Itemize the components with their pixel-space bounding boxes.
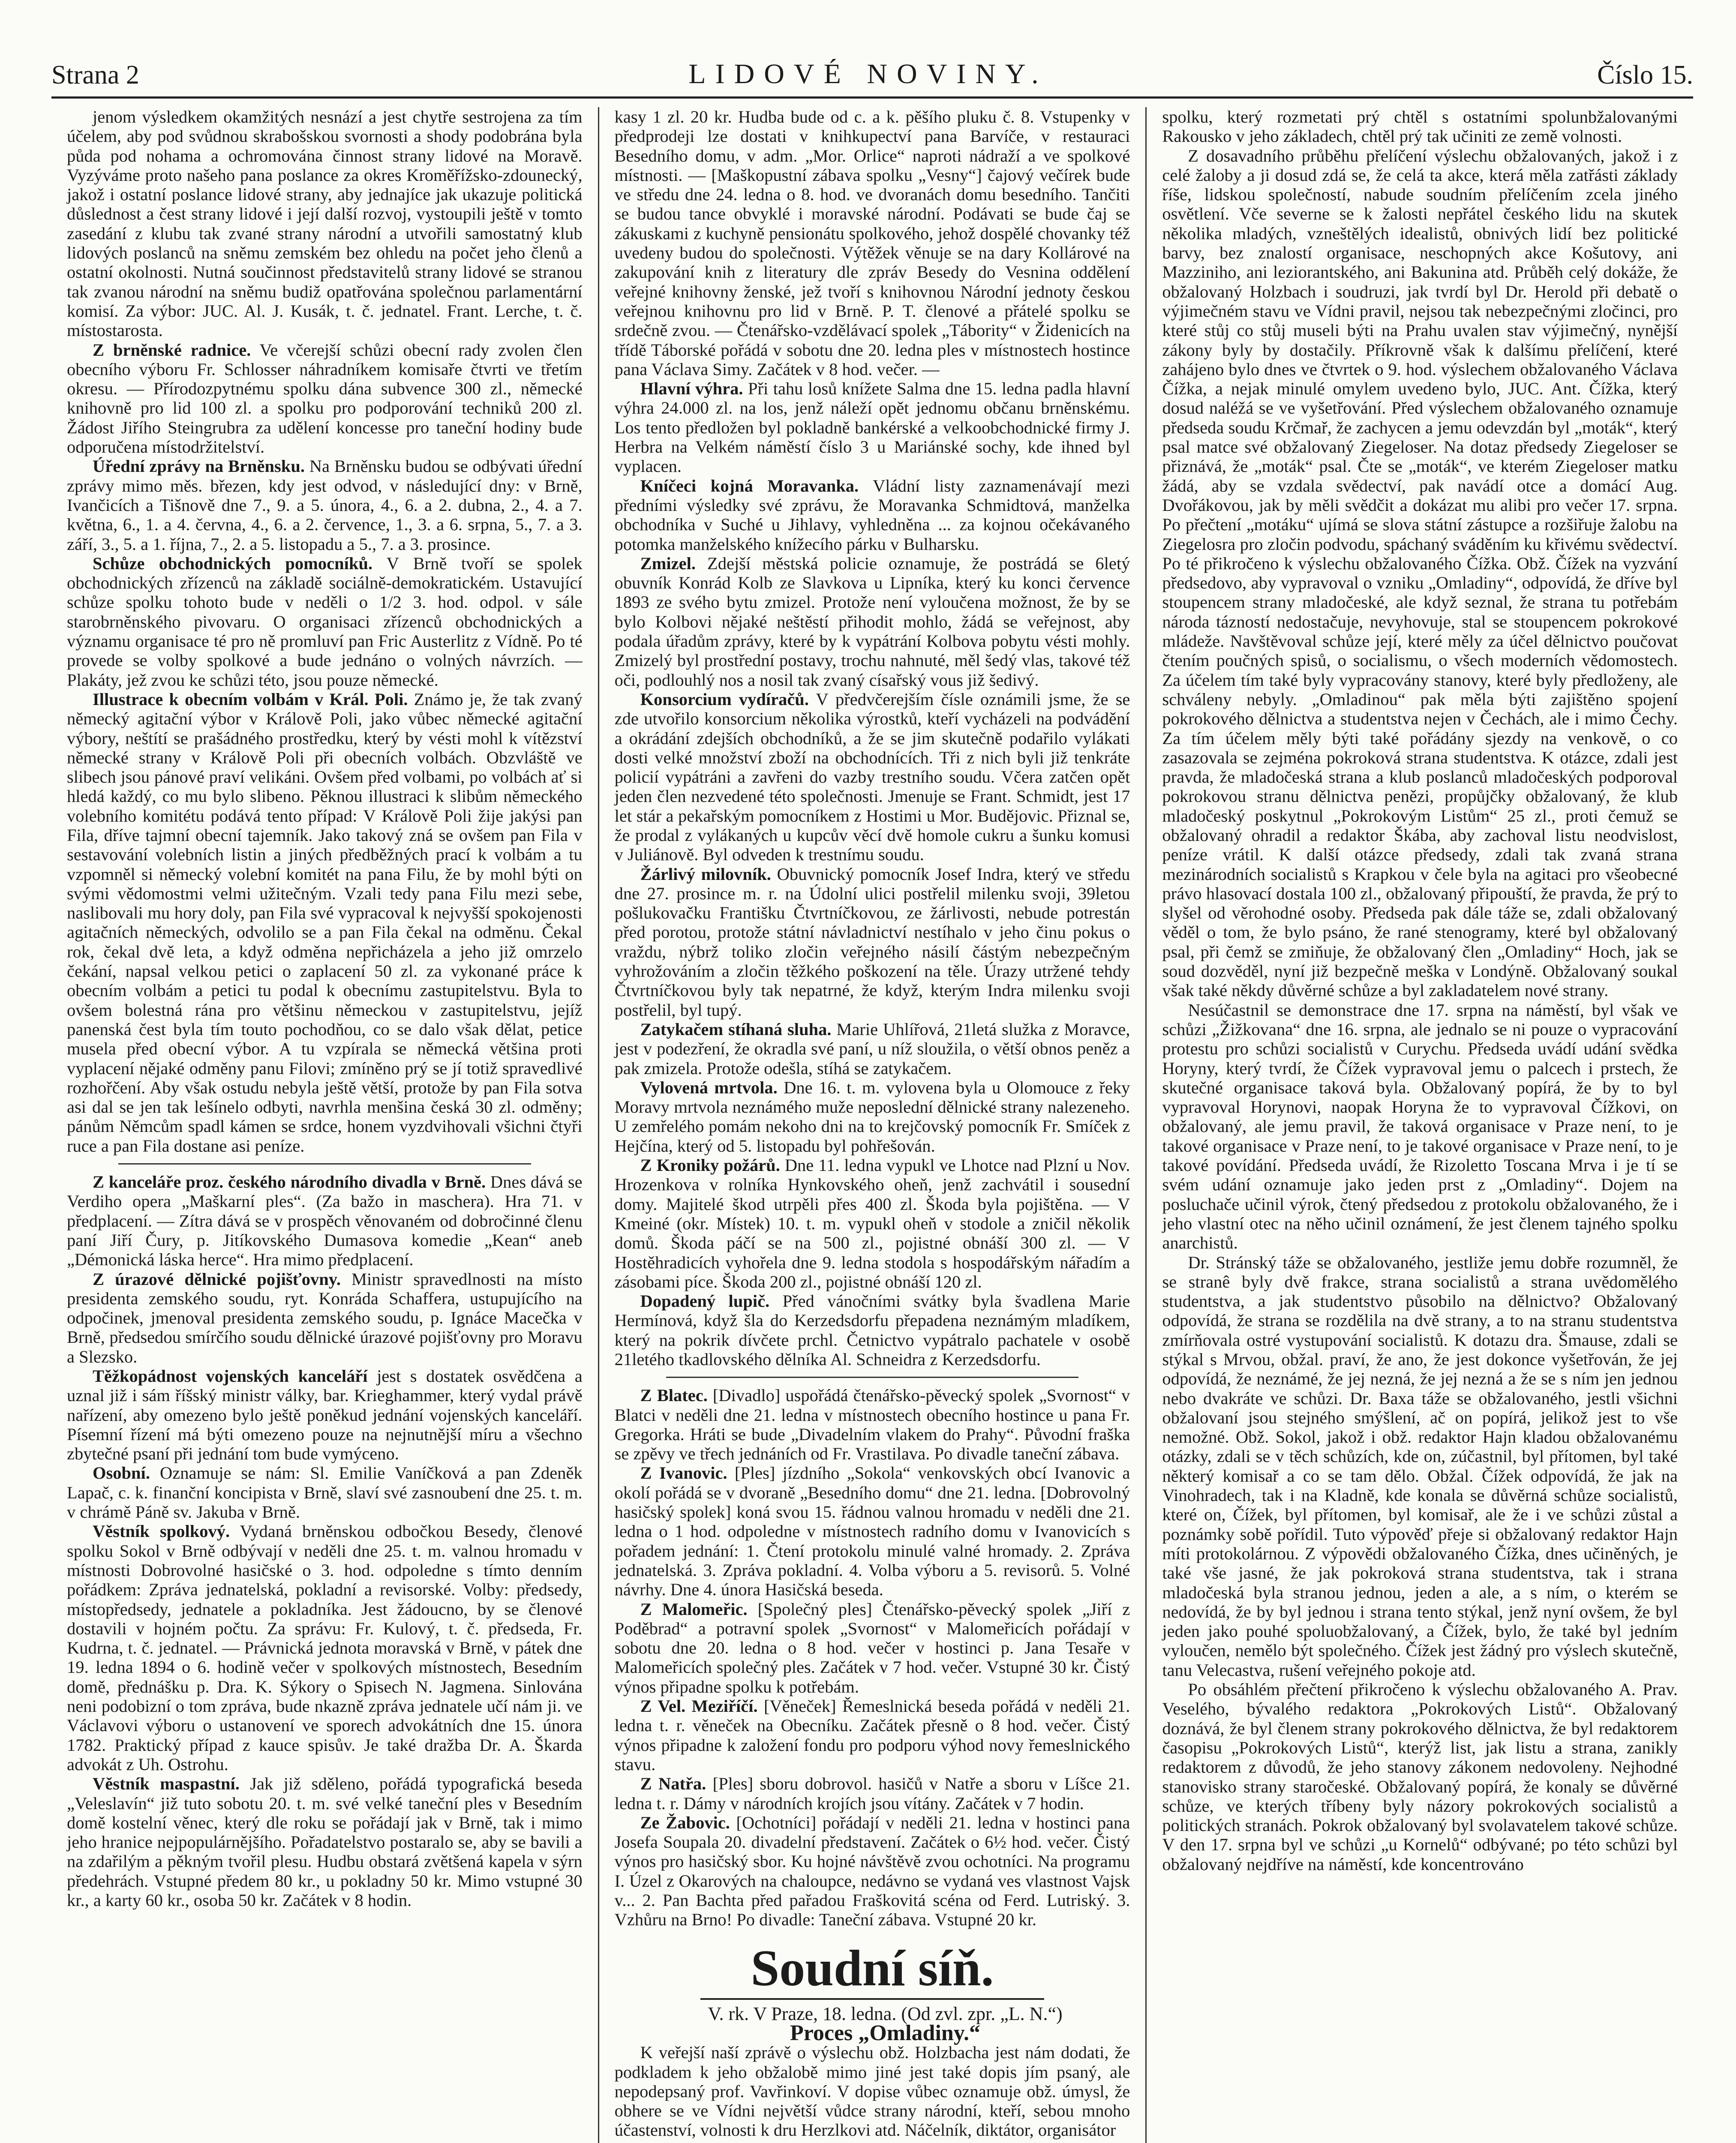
article-text: Na Brněnsku budou se odbývati úřední zprávy mimo měs. březen, kdy jest odvod, v následující dny: v Brně, Ivančicích a Tišnově dne 7., 9. a 5. února, 4., 6. a 2. dubna, 2., 4. a 7. května, 6., 1. a 4. června, 4., 6. a 2. července, 1., 3. a 6. srpna, 5., 7. a 3. září, 3., 5. a 1. října, 7., 2. a 5. listopadu a 5., 7. a 3. prosince. [67, 456, 583, 554]
article-paragraph [67, 1366, 583, 1463]
article-paragraph [67, 1172, 583, 1269]
article-headline: Hlavní výhra. [640, 379, 743, 399]
column-left [51, 107, 598, 2143]
article-text: Vládní listy zaznamenávají mezi předními výsledky své zprávu, že Moravanka Schmidtová, manželka obchodníka v Suché u Jihlavy, vyhledněna ... za kojnou očekávaného potomka manželského knížecího párku v Bulharsku. [614, 476, 1130, 554]
text-columns [51, 107, 1693, 2143]
article-headline: Věstník spolkový. [93, 1522, 230, 1541]
article-headline: Z Ivanovic. [640, 1463, 727, 1483]
column-middle [598, 107, 1146, 2143]
article-headline: Z brněnské radnice. [93, 340, 251, 360]
article-text: spolku, který rozmetati prý chtěl s ostatními spolunbžalovanými Rakousko v jeho základech, chtěl prý tak učiniti ze země volnosti. [1162, 107, 1678, 146]
newspaper-title: LIDOVÉ NOVINY. [688, 58, 1048, 90]
article-text: Z dosavadního průběhu přelíčení výslechu obžalovaných, jakož i z celé žaloby a ji dosud zdá se, že celá ta akce, která měla zatřásti základy říše, lidskou společností, nabude soudním přelíčením zcela jiného osvětlení. Vče severne se k žalosti nepřátel českého lidu na skutek několika mladých, vzneštělých idealistů, obnivých lidí bez politické barvy, bez znalostí organisace, neschopných akce Košutovy, ani Mazziniho, ani leziorantského, ani Bakunina atd. Průběh celý dokáže, že obžalovaný Holzbach i soudruzi, jak tvrdí byl Dr. Herold při debatě o výjimečném stavu ve Vídni pravil, nejsou tak nebezpečnými zločinci, pro které stůj co stůj museli býti na Prahu uvalen stav výjimečný, nynější zákony byly by dostačily. Příkrovně však k dalšímu přelíčení, které zahájeno bylo dnes ve čtvrtek o 9. hod. výslechem obžalovaného Václava Čížka, a nejak minulé omylem uvedeno bylo, JUC. Ant. Čížka, který dosud naléžá se ve vyšetřování. Před výslechem obžalovaného oznamuje předseda soudu Krčmař, že zachycen a jemu odevzdán byl „moták“, který psal matce své obžalovaný Ziegeloser. Na dotaz předsedy Ziegeloser se přiznává, že „moták“ psal. Čte se „moták“, ve kterém Ziegeloser matku žádá, aby se vzdala svědectví, pak navádí otce a domácí Aug. Dvořákovou, jak by měli svědčit a dokázat mu alibi pro večer 17. srpna. Po přečtení „motáku“ ujímá se slova státní zástupce a rozšiřuje žalobu na Ziegelosra pro zločin podvodu, spáchaný sváděním ku křivému svědectví. Po té přikročeno k výslechu obžalovaného Čížka. Obž. Čížek na vyzvání předsedovo, aby vypravoval o vzniku „Omladiny“, odpovídá, že dříve byl stoupencem strany mladočeské, ale když seznal, že strana tu potřebám národa tázností nedostačuje, nevyhovuje, stal se stoupencem pokrokové mládeže. Navštěvoval schůze její, které měly za účel dělnictvo poučovat čtením poučných spisů, o socialismu, o všech moderních vědomostech. Za účelem tím také byly vypracovány stanovy, které byly předloženy, ale schváleny nebyly. „Omladinou“ pak měla býti zajištěno spojení pokrokového dělnictva a studentstva nejen v Čechách, ale i mimo Čechy. Za tím účelem měly býti také pořádány sjezdy na venkově, o co zasazovala se zejména pokroková strana studentstva. K otázce, zdali jest pravda, že mladočeská strana a klub poslanců mladočeských podporoval pokrokovou stranu dělnictva penězi, propůjčky obžalovaný, že klub mladočeský poskytnul „Pokrokovým Listům“ 25 zl., proti čemuž se obžalovaný ohradil a redaktor Škába, aby zachoval listu neodvislost, peníze vrátil. K další otázce předsedy, zdali tak zvaná strana mezinárodních socialistů s Krapkou v čele byla na agitaci pro všeobecné právo hlasovací dostala 100 zl., obžalovaný připouští, že pravda, že prý to slyšel od věrohodné osoby. Předseda pak dále táže se, zdali obžalovaný věděl o tom, že bylo psáno, že rané stenogramy, které byl obžalovaný psal, při čemž se zmiňuje, že obžalovaný člen „Omladiny“ Hoch, jak se soud dozvěděl, nyní již bezpečně meška v Londýně. Obžalovaný soukal však také někdy důvěrné schůze a byl zakladatelem nové strany. [1162, 146, 1678, 1000]
issue-number-label: Číslo 15. [1597, 60, 1693, 90]
article-text: Ve včerejší schůzi obecní rady zvolen člen obecního výboru Fr. Schlosser náhradníkem komisaře čtvrti ve třetím okresu. — Přírodozpytnému spolku dána subvence 300 zl., německé knihovně pro lid 100 zl. a spolku pro podporování techniků 200 zl. Žádost Jiřího Steingrubra za udělení koncesse pro taneční hodiny bude odporučena místodržitelství. [67, 340, 583, 457]
article-headline: Kníčeci kojná Moravanka. [640, 476, 859, 495]
article-headline: Ze Žabovic. [640, 1813, 730, 1832]
article-headline: Z Vel. Meziříčí. [640, 1696, 758, 1716]
article-headline: Těžkopádnost vojenských kanceláří [93, 1366, 368, 1386]
article-divider [666, 1377, 1079, 1378]
article-paragraph [67, 1774, 583, 1910]
article-text: Oznamuje se nám: Sl. Emilie Vaníčková a pan Zdeněk Lapač, c. k. finanční koncipista v Brně, slaví své zasnoubení dne 25. t. m. v chrámě Páně sv. Jakuba v Brně. [67, 1463, 583, 1522]
article-headline: Z kanceláře proz. českého národního divadla v Brně. [93, 1172, 486, 1192]
article-text: Známo je, že tak zvaný německý agitační výbor v Králově Poli, jako vůbec německé agitační výbory, neštítí se prašádného prostředku, který by vésti mohl k vítězství německé strany v Králově Poli při obecních volbách. Obzvláště ve slibech jsou pánové praví velikáni. Ovšem před volbami, po volbách ať si hledá každý, co mu bylo slibeno. Pěknou illustraci k slibům německého volebního komitétu podává tento případ: V Králově Poli žije jakýsi pan Fila, dříve tajmní obecní tajemník. Jako takový zná se ovšem pan Fila v sestavování volebních listin a jiných předběžných prací k volbám a tu vzpomněl si německý volební komitét na pana Filu, že by mohl býti on svými vědomostmi velmi užitečným. Vzali tedy pana Filu mezi sebe, naslibovali mu hory doly, pan Fila své vypracoval k nejvyšší spokojenosti agitačních německých, odvolilo se a pan Fila čekal na odměnu. Čekal rok, čekal dvě leta, a když odměna nepřicházela a jeho již omrzelo čekání, napsal velkou petici o zaplacení 50 zl. za vykonané práce k obecním volbám a petici tu podal k obecnímu zastupitelstvu. Byla to ovšem bolestná rána pro většinu německou v zastupitelstvu, jejíž panenská čest byla tím touto pochodňou, co se dalo však dělat, petice musela před obecní výbor. A tu vzpírala se německá většina proti vyplacení nějaké odměny panu Filovi; zmíněno prý se jí totiž spravedlivé rozhořčení. Aby však ostudu nebyla ještě větší, protože by pan Fila sotva asi dal se jen tak lešínelo odbyti, navrhla menšina česká 30 zl. odměny; pánům Němcům spadl kámen se srdce, honem vyzdvihovali všichni čtyři ruce a pan Fila dostane asi peníze. [67, 689, 583, 1156]
article-paragraph [615, 1696, 1130, 1774]
article-text: [Ples] sboru dobrovol. hasičů v Natře a sboru v Líšce 21. ledna t. r. Dámy v národních krojích jsou vítány. Začátek v 7 hodin. [614, 1774, 1130, 1813]
article-paragraph [1162, 1680, 1678, 1874]
article-paragraph [615, 1386, 1130, 1463]
article-paragraph [615, 1463, 1130, 1599]
article-headline: Z Blatec. [640, 1386, 708, 1405]
article-paragraph [1162, 146, 1678, 1000]
article-paragraph [67, 340, 583, 457]
article-paragraph [615, 379, 1130, 476]
article-paragraph [615, 1600, 1130, 1696]
article-paragraph [67, 690, 583, 1156]
article-paragraph [615, 1020, 1130, 1078]
article-text: Zdejší městská policie oznamuje, že postrádá se 6letý obuvník Konrád Kolb ze Slavkova u Lipníka, který ku konci července 1893 ze svého bytu zmizel. Protože není vyloučena možnost, že by se bylo Kolbovi nějaké neštěstí přihodit mohlo, žádá se veřejnost, aby podala úřadům zprávy, které by k vypátrání Kolbova pobytu vésti mohly. Zmizelý byl prostřední postavy, trochu nahnuté, měl šedý vlas, takové též oči, podlouhlý nos a nosil tak zvaný císařský vous již šedivý. [614, 553, 1130, 690]
article-text: Nesúčastnil se demonstrace dne 17. srpna na náměstí, byl však ve schůzi „Žižkovana“ dne 16. srpna, ale jednalo se ni pouze o vypracování protestu pro schůzi socialistů v Curychu. Předseda uvádí udání svědka Horyny, který tvrdí, že Čížek vypravoval jemu o palcech i prstech, že skutečné organisace taková byla. Obžalovaný popírá, že by to byl vypravoval Horynovi, naopak Horyna že to vypravoval Čížkovi, on obžalovaný, ale jemu pravil, že taková organisace v Praze není, to je takové organisace v Praze není, to je takové organisace v Praze není, to je takové povídání. Předseda uvádí, že Rizoletto Toscana Mrva i je tí se svém udání oznamuje jako jeden prst z „Omladiny“. Dojem na posluchače učinil výrok, čtený předsedou z protokolu obžalovaného, že i jeho vlastní otec na něho učinil oznámení, že jest členem tajného spolku anarchistů. [1162, 1000, 1678, 1253]
article-text: [Divadlo] uspořádá čtenářsko-pěvecký spolek „Svornost“ v Blatci v neděli dne 21. ledna v místnostech obecního hostince u pana Fr. Gregorka. Hráti se bude „Divadelním vlakem do Prahy“. Původní fraška se zpěvy ve třech jednáních od Fr. Vrastilava. Po divadle taneční zábava. [614, 1386, 1130, 1464]
article-paragraph [615, 1774, 1130, 1813]
article-text: Jak již sděleno, pořádá typografická beseda „Veleslavín“ již tuto sobotu 20. t. m. své velké taneční ples v Besedním domě kostelní věnec, který dle roku se pořádají jak v Brně, tak i mimo jeho hranice nejpopulárnějšího. Pořadatelstvo postaralo se, aby se bavili a na zdařilým a pěkným tvořil plesu. Hudbu obstará zvětšená kapela v sýrn předehrách. Vstupné předem 80 kr., u pokladny 50 kr. Mimo vstupné 30 kr., a karty 60 kr., osoba 50 kr. Začátek v 8 hodin. [67, 1774, 583, 1910]
article-text: [Společný ples] Čtenářsko-pěvecký spolek „Jiří z Poděbrad“ a potravní spolek „Svornost“ v Malomeřicích pořádají v sobotu dne 20. ledna o 8 hod. večer v hostinci p. Jana Tesaře v Malomeřicích společný ples. Začátek v 7 hod. večer. Vstupné 30 kr. Čistý výnos připadne spolku k potřebám. [614, 1599, 1130, 1696]
article-paragraph [67, 1522, 583, 1774]
article-text: Dnes dává se Verdiho opera „Maškarní ples“. (Za bažo in maschera). Hra 71. v předplacení. — Zítra dává se v prospěch věnovaném od dobročinné členu paní Jiří Čury, p. Jitíkovského Dumasova komedie „Kean“ aneb „Démonická láska herce“. Hra mimo předplacení. [67, 1172, 583, 1270]
article-divider [118, 1163, 531, 1165]
article-paragraph [615, 2043, 1130, 2140]
article-headline: Zatykačem stíhaná sluha. [640, 1019, 832, 1039]
article-headline: Úřední zprávy na Brněnsku. [93, 456, 305, 476]
article-paragraph [615, 1078, 1130, 1156]
article-headline: Illustrace k obecním volbám v Král. Poli. [93, 689, 408, 709]
column-right [1145, 107, 1693, 2143]
article-text: Marie Uhlířová, 21letá služka z Moravce, jest v podezření, že okradla své paní, u níž sloužila, o větší obnos peněz a pak zmizela. Protože odešla, stíhá se zatykačem. [614, 1019, 1130, 1078]
article-headline: Osobní. [93, 1463, 150, 1483]
article-headline: Věstník maspastní. [93, 1774, 240, 1794]
article-paragraph [67, 456, 583, 553]
article-text: K veřejší naší zprávě o výslechu obž. Holzbacha jest nám dodati, že podkladem k jeho obžalobě mimo jiné jest také dopis jím psaný, ale nepodepsaný prof. Vavřinkoví. V dopise vůbec oznamuje obž. úmysl, že obhere se ve Vídni největší vůdce strany národní, kteří, sebou mnoho účastenství, volnosti k dru Herzlkovi atd. Náčelník, diktátor, organisátor [614, 2043, 1130, 2140]
article-paragraph [615, 476, 1130, 554]
article-text: Při tahu losů knížete Salma dne 15. ledna padla hlavní výhra 24.000 zl. na los, jenž náleží opět jednomu občanu brněnskému. Los tento předložen byl pokladně bankérské a velkoobchodnické firmy J. Herbra na Velkém náměstí číslo 3 u Mariánské sochy, kde ihned byl vyplacen. [614, 379, 1130, 476]
article-headline: Konsorcium vydíračů. [640, 689, 809, 709]
article-paragraph [67, 1463, 583, 1522]
article-text: kasy 1 zl. 20 kr. Hudba bude od c. a k. pěšího pluku č. 8. Vstupenky v předprodeji lze dostati v knihkupectví pana Barvíče, v restauraci Besedního domu, v adm. „Mor. Orlice“ naproti nádraží a ve spolkové místnosti. — [Maškopustní zábava spolku „Vesny“] čajový večírek bude ve středu dne 24. ledna o 8. hod. ve dvoranách domu besedního. Tančiti se budou tance obvyklé i moravské národní. Podávati se bude čaj se zákuskami z kuchyně pensionátu spolkového, jehož dospělé chovanky též uvedeny budou do společnosti. Výtěžek věnuje se na dary Kollárové na zakupování knih z literatury dle zpráv Besedy do Vesnina oddělení veřejné knihovny ženské, jež tvoří s knihovnou Národní jednoty českou veřejnou knihovnu pro lid v Brně. P. T. členové a přátelé spolku se srdečně zvou. — Čtenářsko-vzdělávací spolek „Tábority“ v Židenicích na třídě Táborské pořádá v sobotu dne 20. ledna ples v místnostech hostince pana Václava Simy. Začátek v 8 hod. večer. — [614, 107, 1130, 379]
masthead [51, 47, 1693, 99]
article-text: Ministr spravedlnosti na místo presidenta zemského soudu, ryt. Konráda Schaffera, ustupujícího na odpočinek, jmenoval presidenta zemského soudu, p. Ignáce Macečka v Brně, předsedou smírčího soudu dělnické úrazové pojišťovny pro Moravu a Slezsko. [67, 1269, 583, 1366]
article-text: Vydaná brněnskou odbočkou Besedy, členové spolku Sokol v Brně odbývají v neděli dne 25. t. m. valnou hromadu v místnosti Dobrovolné hasičské o 3. hod. odpoledne s tímto denním pořádkem: Zpráva jednatelská, pokladní a revisorské. Volby: předsedy, místopředsedy, jednatele a pokladníka. Jest žádoucno, by se členové dostavili v hojném počtu. Za správu: Fr. Kulový, t. č. předseda, Fr. Kudrna, t. č. jednatel. — Právnická jednota moravská v Brně, v pátek dne 19. ledna 1894 o 6. hodině večer v spolkových místnostech, Besedním domě, přednášku p. Dra. K. Sýkory o Spisech N. Jagmena. Sinlována neni podobizní o tom zpráva, bude nkazně zpráva jednatele učí nám ji. ve Václavovi výboru o ustanovení ve sporech advokátních dne 15. února 1782. Praktický případ z kauce spisův. Je také dražba Dr. A. Škarda advokát z Uh. Ostrohu. [67, 1522, 583, 1774]
article-headline: Schůze obchodnických pomocníků. [93, 553, 373, 573]
article-headline: Z Natřa. [640, 1774, 706, 1794]
article-text: V předvčerejším čísle oznámili jsme, že se zde utvořilo konsorcium několika výrostků, kteří vycházeli na podvádění a okrádání zdejších obchodníků, a že se jim skutečně podařilo vylákati dosti velké množství zboží na obchodnících. Tři z nich byli již tenkráte policií vypátráni a zavřeni do vazby trestního soudu. Včera zatčen opět jeden člen nezvedené této společnosti. Jmenuje se Frant. Schmidt, jest 17 let stár a pekařským pomocníkem z Hostimi u Mor. Budějovic. Přiznal se, že prodal z vylákaných u kupcův věcí dvě homole cukru a šunku komusi v Juliánově. Byl odveden k trestnímu soudu. [614, 689, 1130, 864]
article-paragraph [67, 1270, 583, 1366]
article-text: jest s dostatek osvědčena a uznal již i sám říšský ministr války, bar. Krieghammer, který vydal právě nařízení, aby omezeno bylo ještě poněkud jednání vojenských kanceláří. Písemní řízení má býti omezeno pouze na nejnutnější míru a všechno zbytečné psaní při jednání tom bude vymýceno. [67, 1366, 583, 1464]
article-paragraph [615, 690, 1130, 864]
article-headline: Žárlivý milovník. [640, 864, 771, 884]
article-text: jenom výsledkem okamžitých nesnází a jest chytře sestrojena za tím účelem, aby pod svůdnou skrabošskou svornosti a shody podobrána byla půda pod nohama a ochromována činnost strany lidové na Moravě. Vyzýváme proto našeho pana poslance za okres Kroměřížsko-zdounecký, jakož i ostatní poslance lidové strany, aby jednajíce jak ukazuje politická důslednost a čest strany lidové i její další rozvoj, vystoupili ještě v tomto zasedání z klubu tak zvané strany národní a utvořili samostatný klub lidových poslanců na sněmu zemském bez ohledu na počet jeho členů a ostatní okolnosti. Nutná součinnost představitelů strany lidové se stranou tak zvanou národní na sněmu budiž opatřována společnou parlamentární komisí. Za výbor: JUC. Al. J. Kusák, t. č. jednatel. Frant. Lerche, t. č. místostarosta. [67, 107, 583, 340]
article-text: V Brně tvoří se spolek obchodnických zřízenců na základě sociálně-demokratickém. Ustavující schůze spolku tohoto bude v neděli o 1/2 3. hod. odpol. v sále starobrněnského pivovaru. O organisaci zřízenců obchodnických a významu organisace té pro ně promluví pan Fric Austerlitz z Vídně. Po té provede se volby spolkové a bude jednáno o volných návrzích. — Plakáty, jež zvou ke schůzi této, jsou pouze německé. [67, 553, 583, 690]
article-paragraph [67, 554, 583, 690]
section-title: Soudní síň. [700, 1938, 1045, 2000]
article-text: Dne 11. ledna vypukl ve Lhotce nad Plzní u Nov. Hrozenkova v rolníka Hynkovského oheň, jenž zachvátil i sousední domy. Majitelé škod utrpěli přes 400 zl. Škoda byla pojištěna. — V Kmeiné (okr. Místek) 10. t. m. vypukl oheň v stodole a zničil několik domů. Škoda páčí se na 500 zl., pojistné obnáší 300 zl. — V Hostěhradicích vyhořela dne 9. ledna stodola s hospodářským nářadím a zásobami píce. Škoda 200 zl., pojistné obnáší 120 zl. [614, 1156, 1130, 1291]
article-headline: Dopadený lupič. [640, 1291, 770, 1311]
article-text: Po obsáhlém přečtení přikročeno k výslechu obžalovaného A. Prav. Veselého, bývalého redaktora „Pokrokových Listů“. Obžalovaný doznává, že byl členem strany pokrokového dělnictva, že byl redaktorem časopisu „Pokrokových Listů“, kterýž list, jak listu a strana, zanikly redaktorem z důvodů, že jeho stanovy zákonem nedovoleny. Nejhodné stanovisko strany staročeské. Obžalovaný popírá, že konaly se důvěrné schůze, ve kterých tříbeny byly názory pokrokových socialistů a politických stranách. Pokrok obžalovaný byl svolavatelem takové schůze. V den 17. srpna byl ve schůzi „u Kornelů“ odbývané; po této schůzi byl obžalovaný nejdříve na náměstí, kde koncentrováno [1162, 1680, 1678, 1874]
article-headline: Zmizel. [640, 553, 696, 573]
article-headline: Z Kroniky požárů. [640, 1156, 780, 1175]
article-paragraph [615, 554, 1130, 690]
article-text: [Věneček] Řemeslnická beseda pořádá v neděli 21. ledna t. r. věneček na Obecníku. Začátek přesně o 8 hod. večer. Čistý výnos připadne k založení fondu pro podporu výhod novy řemeslnického stavu. [614, 1696, 1130, 1774]
article-subheading: Proces „Omladiny.“ [790, 2020, 980, 2045]
article-text: Před vánočními svátky byla švadlena Marie Hermínová, když šla do Kerzedsdorfu přepadena neznámým mladíkem, který na pokrik dívčete prchl. Četnictvo vypátralo pachatele v osobě 21letého tkadlovského dělníka Al. Schneidra z Kerzedsdorfu. [614, 1291, 1130, 1369]
article-headline: Z úrazové dělnické pojišťovny. [93, 1269, 341, 1289]
article-paragraph [1162, 1000, 1678, 1253]
article-text: [Ples] jízdního „Sokola“ venkovských obcí Ivanovic a okolí pořádá se v dvoraně „Besedního domu“ dne 21. ledna. [Dobrovolný hasičský spolek] koná svou 15. řádnou valnou hromadu v neděli dne 21. ledna o 1 hod. odpoledne v místnostech radního domu v Ivanovicích s pořadem jednání: 1. Čtení protokolu minulé valné hromady. 2. Zpráva jednatelská. 3. Zpráva pokladní. 4. Volba výboru a 5. revisorů. 5. Volné návrhy. Dne 4. února Hasičská beseda. [614, 1463, 1130, 1600]
article-text: Dr. Stránský táže se obžalovaného, jestliže jemu dobře rozumněl, že se stranê byly dvě frakce, strana socialistů a strana uvědomělého studentstva, a jak studentstvo působilo na dělnictvo? Obžalovaný odpovídá, že strana se rozdělila na dvě strany, a to na stranu studentstva zmírňovala ostré vystupování socialistů. K dotazu dra. Šmause, zdali se stýkal s Mrvou, obžal. praví, že ano, že jest dokonce vyšetřován, že jej odpovídá, že neznámé, že jej nezná, že jej nezná a že se s ním jen jednou nebo dvakráte ve schůzi. Dr. Baxa táže se obžalovaného, jestli všichni obžalovaní jsou stejného smýšlení, ač on popírá, jelikož jest to vše nemožné. Obž. Sokol, jakož i obž. redaktor Hajn kladou obžalovanému otázky, zdali se v těch schůzích, kde on, zúčastnil, byl přítomen, byl také některý komisař a co se tam dělo. Obžal. Čížek odpovídá, že jak na Vinohradech, tak i na Kladně, kde konala se důvěrná schůze socialistů, které on, Čížek, byl přítomen, byl komisař, ale že i ve schůzi zůstal a poznámky sobě pořídil. Tuto výpověď přeje si obžalovaný redaktor Hajn míti protokolárnou. Z výpovědi obžalovaného Čížka, dnes učiněných, je také vše jasné, že jak pokroková strana studentstva, tak i strana mladočeská byla stranou jednou, jeden a ale, a s ním, o kterém se nedovídá, že by byl jednou i strana tento stýkal, jenž nyní ovšem, že byl jeden jako pouhé spoluobžalovaný, a Čížek, bylo, že také byl jedním vyloučen, nemělo být společného. Čížek jest žádný pro výslech skutečně, tanu Velecastva, rušení veřejného pokoje atd. [1162, 1252, 1678, 1680]
article-paragraph [1162, 107, 1678, 146]
article-paragraph [615, 107, 1130, 379]
article-text: [Ochotníci] pořádají v neděli 21. ledna v hostinci pana Josefa Soupala 20. divadelní představení. Začátek o 6½ hod. večer. Čistý výnos pro hasičský sbor. Ku hojné návštěvě zvou ochotníci. Na programu I. Úzel z Okarových na chaloupce, nedávno se vydaná ves vlastnost Vajsk v... 2. Pan Bachta před pařadou Fraškovitá scéna od Ferd. Lutriský. 3. Vzhůru na Brno! Po divadle: Taneční zábava. Vstupné 20 kr. [614, 1813, 1130, 1930]
article-paragraph [615, 1156, 1130, 1291]
article-headline: Vylovená mrtvola. [640, 1078, 778, 1097]
article-text: Obuvnický pomocník Josef Indra, který ve středu dne 27. prosince m. r. na Údolní ulici postřelil milenku svoji, 39letou pošlukovačku Františku Čtvrtníčkovou, ze žárlivosti, nebude potrestán před porotou, protože státní návladnictví nestíhalo v jeho činu pokus o vraždu, nýbrž toliko zločin veřejného násilí částým nebezpečným vyhrožováním a zločin těžkého poškození na těle. Úrazy utržené tehdy Čtvrtníčkovou byly tak nepatrné, že když, kterým Indra milenku svoji postřelil, byl tupý. [614, 864, 1130, 1020]
article-paragraph [67, 107, 583, 340]
article-text: Dne 16. t. m. vylovena byla u Olomouce z řeky Moravy mrtvola neznámého muže neposlední dělnické strany nalezeneho. U zemřelého pomám nekoho dni na to krejčovský pomocník Fr. Smíček z Hejčína, který od 5. listopadu byl pohřešován. [614, 1078, 1130, 1156]
article-paragraph [615, 1291, 1130, 1369]
article-paragraph [615, 864, 1130, 1020]
article-headline: Z Malomeřic. [640, 1599, 748, 1619]
page-number-label: Strana 2 [51, 60, 139, 90]
article-paragraph [615, 1813, 1130, 1930]
article-paragraph [1162, 1253, 1678, 1680]
dateline: V. rk. V Praze, 18. ledna. (Od zvl. zpr. „L. N.“) [708, 2003, 1063, 2024]
